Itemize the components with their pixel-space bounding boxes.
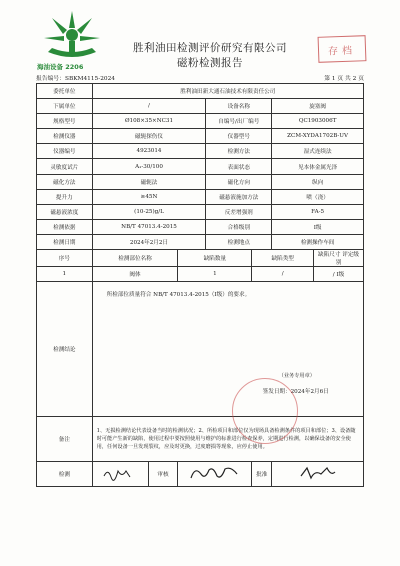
report-title: 磁粉检测报告	[177, 57, 243, 69]
instrument-label: 检测仪器	[37, 129, 93, 144]
lift-force-value: ≥45N	[92, 189, 206, 204]
model-value: ZCM-XYDA1702B-UV	[272, 129, 364, 144]
sensitivity-value: A₁-30/100	[92, 159, 206, 174]
inspector-signature	[92, 462, 148, 487]
results-header-cell: 缺陷数量	[178, 250, 252, 267]
magnetization-method-label: 磁化方法	[37, 174, 93, 189]
issue-date: 签发日期：2024年2月6日	[262, 389, 329, 396]
acceptance-grade-label: 合格级别	[206, 219, 272, 234]
concentration-value: (10-25)g/L	[92, 204, 206, 219]
model-label: 仪器型号	[206, 129, 272, 144]
results-header-cell: 缺陷类型	[252, 250, 314, 267]
sensitivity-label: 灵敏度试片	[37, 159, 93, 174]
table-row	[37, 189, 364, 204]
test-date-value: 2024年2月2日	[92, 234, 206, 249]
results-cell	[314, 267, 364, 282]
seal-note: （业务专用章）	[278, 373, 315, 380]
results-header-cell: 序号	[37, 250, 93, 267]
instrument-no-value: 4923014	[92, 144, 206, 159]
results-header-cell: 评定级别	[335, 252, 360, 267]
surface-label: 表面状态	[206, 159, 272, 174]
application-method-label: 磁悬液施加方法	[206, 189, 272, 204]
results-header-row	[37, 250, 364, 267]
conclusion-row	[37, 282, 364, 417]
standard-value: NB/T 47013.4-2015	[92, 219, 206, 234]
instrument-no-label: 仪器编号	[37, 144, 93, 159]
report-number: 报告编号：SBKM4115-2024	[36, 76, 115, 82]
inspector-label: 检测	[37, 462, 93, 487]
contrast-agent-label: 反差增强剂	[206, 204, 272, 219]
surface-value: 见本体金属光泽	[272, 159, 364, 174]
spec-label: 规格型号	[37, 114, 93, 129]
spec-value: Ø108×35×NC31	[92, 114, 206, 129]
notes-label: 备注	[37, 417, 93, 462]
concentration-label: 磁悬液浓度	[37, 204, 93, 219]
results-cell: Ⅰ级	[336, 272, 345, 279]
client-value: 胜利油田新大通石油技术有限责任公司	[92, 84, 363, 99]
approver-label: 批准	[252, 462, 272, 487]
reviewer-label: 审核	[148, 462, 178, 487]
results-cell: 1	[37, 267, 93, 282]
notes-row	[37, 417, 364, 462]
standard-label: 检测依据	[37, 219, 93, 234]
serial-value: QC1903006T	[272, 114, 364, 129]
magnetization-direction-label: 磁化方向	[206, 174, 272, 189]
table-row	[37, 84, 364, 99]
table-row	[37, 174, 364, 189]
method-label: 检测方法	[206, 144, 272, 159]
table-row	[37, 129, 364, 144]
sub-unit-label: 下属单位	[37, 99, 93, 114]
results-cell: 阀体	[92, 267, 178, 282]
business-seal	[232, 378, 298, 444]
signature-row	[37, 462, 364, 487]
table-row	[37, 144, 364, 159]
test-date-label: 检测日期	[37, 234, 93, 249]
client-label: 委托单位	[37, 84, 93, 99]
page-indicator: 第 1 页 共 2 页	[324, 76, 364, 82]
company-logo-icon	[40, 8, 104, 62]
acceptance-grade-value: Ⅰ级	[272, 219, 364, 234]
method-value: 湿式连续法	[272, 144, 364, 159]
approver-signature	[272, 462, 364, 487]
conclusion-cell	[92, 282, 363, 417]
equipment-name-value: 旋塞阀	[272, 99, 364, 114]
conclusion-label: 检测结论	[37, 282, 93, 417]
results-cell: /	[252, 267, 314, 282]
results-header-cell: 缺陷尺寸	[318, 252, 341, 259]
notes-text: 1、无损检测结论代表设备当时的检测状况；2、所检项目和部位仅为现场具备检测条件的项目和部位；3、设备随时可能产生新的缺陷，使用过程中要按照使用与维护的标准进行检查保养，定期进行检测，以确保设备的安全使用，任何设备一旦发现裂纹，应及时更换，过度磨损等现象，应停止使用。	[92, 417, 363, 462]
test-site-label: 检测地点	[206, 234, 272, 249]
table-row	[37, 204, 364, 219]
approver-signature-icon	[293, 464, 343, 482]
magnetization-direction-value: 纵向	[272, 174, 364, 189]
reviewer-signature	[178, 462, 252, 487]
results-header-cell	[314, 250, 364, 267]
table-row	[37, 114, 364, 129]
equipment-name-label: 设备名称	[206, 99, 272, 114]
logo-caption: 海油设备 2206	[37, 63, 84, 71]
contrast-agent-value: FA-5	[272, 204, 364, 219]
report-table	[36, 83, 364, 487]
table-row	[37, 159, 364, 174]
inspector-signature-icon	[100, 465, 140, 481]
results-cell: 1	[178, 267, 252, 282]
organization-title: 胜利油田检测评价研究有限公司	[133, 42, 287, 54]
results-row	[37, 267, 364, 282]
lift-force-label: 提升力	[37, 189, 93, 204]
table-row	[37, 234, 364, 249]
test-site-value: 检测操作车间	[272, 234, 364, 249]
magnetization-method-value: 磁轭法	[92, 174, 206, 189]
instrument-value: 磁轭探伤仪	[92, 129, 206, 144]
conclusion-text: 所检部位质量符合 NB/T 47013.4-2015（Ⅰ级）的要求。	[106, 292, 251, 299]
table-row	[37, 219, 364, 234]
sub-unit-value: /	[92, 99, 206, 114]
results-cell: /	[332, 272, 335, 279]
application-method-value: 喷（浇）	[272, 189, 364, 204]
serial-label: 自编号/出厂编号	[206, 114, 272, 129]
reviewer-signature-icon	[185, 464, 245, 482]
results-header-cell: 检测部位名称	[92, 250, 178, 267]
archive-stamp: 存档	[318, 35, 367, 63]
table-row	[37, 99, 364, 114]
